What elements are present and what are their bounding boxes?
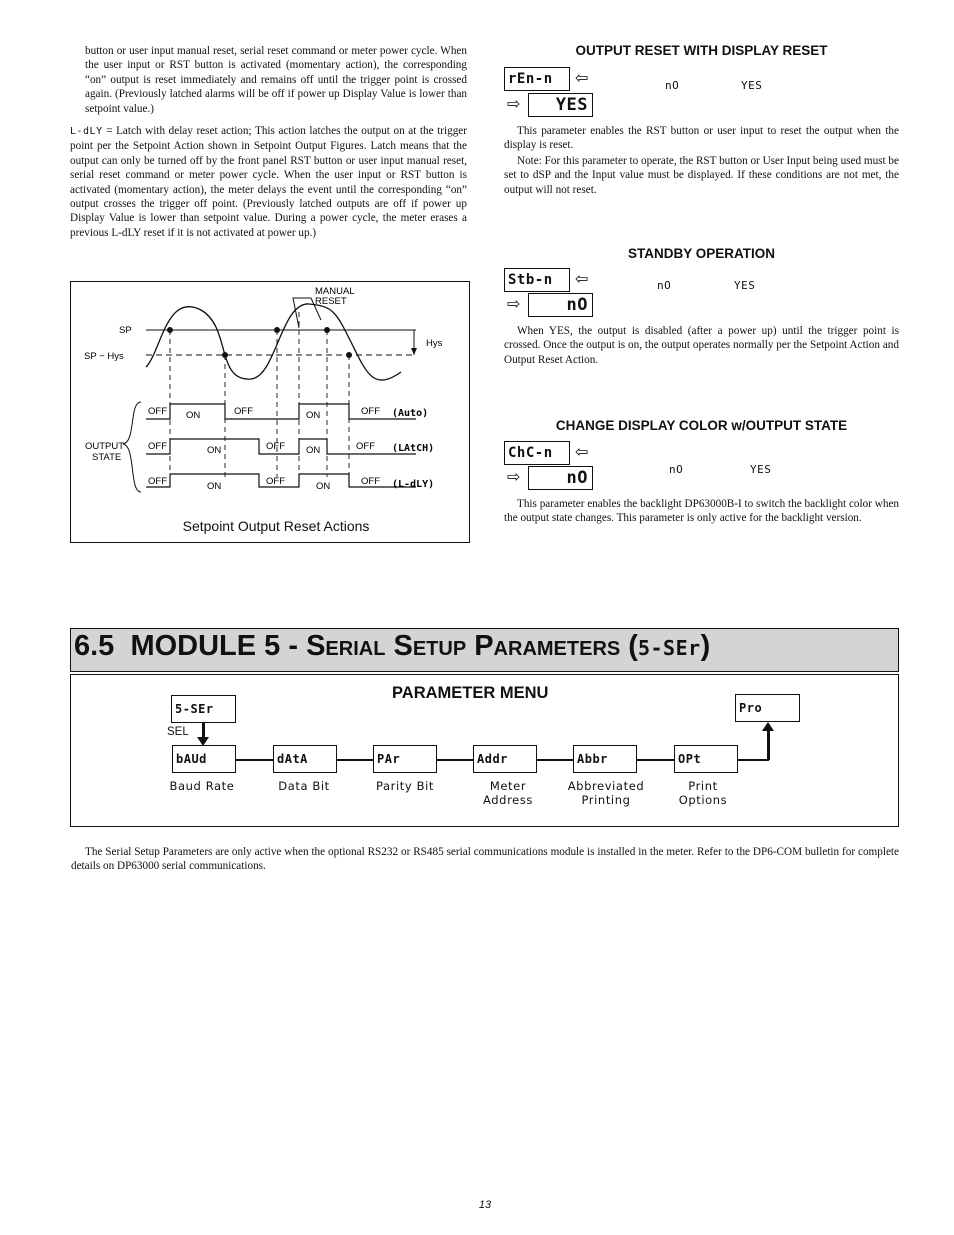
section-title-main: MODULE 5 -	[130, 630, 307, 662]
output-reset-text2: Note: For this parameter to operate, the RST button or User Input being used must be set to dSP and the Input value must be displayed. If these conditions are not met, the output will not reset.	[504, 155, 899, 196]
standby-code: Stb-n	[504, 268, 570, 292]
menu-start-box: 5-SEr	[171, 695, 236, 723]
standby-heading: STANDBY OPERATION	[627, 246, 775, 261]
menu-caption-baud: Baud Rate	[169, 779, 235, 793]
svg-text:OFF: OFF	[266, 476, 285, 487]
standby-rotate-icon: ⇦	[575, 271, 589, 288]
setpoint-diagram	[71, 282, 469, 542]
svg-text:STATE: STATE	[92, 452, 122, 463]
menu-item-address[interactable]: Addr	[473, 745, 537, 773]
svg-text:OFF: OFF	[361, 406, 380, 417]
left-para-1: button or user input manual reset, serial reset command or meter power cycle. When the user input or RST button is activated (momentary action), the corresponding “on” output is reset immediately and remains off until the trigger point is crossed again. (Previously latched alarms will be off if power up Display Value is lower than setpoint value.)	[85, 45, 467, 115]
connector	[235, 759, 273, 761]
menu-end-box: Pro	[735, 694, 800, 722]
parameter-menu-title: PARAMETER MENU	[392, 684, 549, 702]
section-title-serial: Serial Setup Parameters (	[306, 630, 638, 662]
row1-mode: (Auto)	[392, 408, 429, 419]
svg-text:OFF: OFF	[148, 406, 167, 417]
menu-item-parity[interactable]: PAr	[373, 745, 437, 773]
sp-label: SP	[119, 325, 132, 336]
svg-text:RESET: RESET	[315, 296, 347, 307]
section-header	[70, 628, 899, 672]
change-color-value: nO	[528, 466, 593, 490]
connector	[637, 759, 674, 761]
connector	[738, 759, 769, 761]
svg-text:OFF: OFF	[148, 476, 167, 487]
change-color-down-icon: ⇨	[507, 469, 521, 486]
svg-text:ON: ON	[306, 410, 321, 421]
standby-value: nO	[528, 293, 593, 317]
svg-text:ON: ON	[316, 481, 331, 492]
row3-mode: (L-dLY)	[392, 479, 435, 490]
return-arrow	[767, 730, 770, 760]
output-reset-code: rEn-n	[504, 67, 570, 91]
manual-reset-label: MANUAL	[315, 286, 355, 297]
change-color-opt-yes: YES	[750, 463, 772, 476]
menu-caption-data: Data Bit	[278, 779, 330, 793]
output-reset-opt-yes: YES	[741, 79, 763, 92]
standby-text: When YES, the output is disabled (after a power up) until the trigger point is crossed. Once the output is on, the output operates normally per the Setpoint Action and Output Reset Action.	[504, 325, 899, 366]
svg-text:OFF: OFF	[361, 476, 380, 487]
row2-mode: (LAtCH)	[392, 443, 435, 454]
standby-opt-no: nO	[657, 279, 672, 292]
menu-caption-abbr: Abbreviated Printing	[567, 779, 645, 807]
sp-hys-label: SP − Hys	[84, 351, 124, 362]
section-title	[74, 630, 710, 663]
menu-caption-parity: Parity Bit	[376, 779, 434, 793]
section-code: 5-SEr	[637, 636, 701, 660]
menu-caption-address: Meter Address	[483, 779, 533, 807]
output-reset-text1: This parameter enables the RST button or user input to reset the output when the display is reset.	[504, 125, 899, 152]
output-state-label: OUTPUT	[85, 441, 125, 452]
setpoint-figure	[70, 281, 470, 543]
rotate-icon: ⇦	[575, 70, 589, 87]
svg-text:ON: ON	[207, 445, 222, 456]
change-color-heading: CHANGE DISPLAY COLOR w/OUTPUT STATE	[555, 418, 848, 433]
change-color-code: ChC-n	[504, 441, 570, 465]
svg-text:ON: ON	[207, 481, 222, 492]
sel-label: SEL	[167, 726, 189, 738]
output-reset-opt-no: nO	[665, 79, 680, 92]
return-arrowhead-icon	[762, 722, 774, 731]
menu-item-baud[interactable]: bAUd	[172, 745, 236, 773]
standby-opt-yes: YES	[734, 279, 756, 292]
change-color-opt-no: nO	[669, 463, 684, 476]
connector	[337, 759, 373, 761]
left-para-2	[70, 124, 467, 240]
change-color-text: This parameter enables the backlight DP63000B-I to switch the backlight color when the output state changes. This parameter is only active for the backlight version.	[504, 498, 899, 525]
menu-item-opt[interactable]: OPt	[674, 745, 738, 773]
svg-text:ON: ON	[306, 445, 321, 456]
menu-item-data[interactable]: dAtA	[273, 745, 337, 773]
connector	[437, 759, 473, 761]
svg-text:OFF: OFF	[234, 406, 253, 417]
output-reset-heading: OUTPUT RESET WITH DISPLAY RESET	[575, 43, 828, 58]
page-number: 13	[478, 1199, 492, 1211]
standby-down-icon: ⇨	[507, 296, 521, 313]
svg-text:OFF: OFF	[266, 441, 285, 452]
left-para-2-text: = Latch with delay reset action; This action latches the output on at the trigger point per the Setpoint Action shown in Setpoint Output Figures. Latch means that the output can only be turned off by the front panel RST button or user input manual reset, serial reset command or meter power cycle. When the user input or RST button is activated (momentary action), the meter delays the event until the corresponding “on” output crosses the trigger off point. (Previously latched outputs are off if power up Display Value is lower than setpoint value. During a power cycle, the meter erases a previous L-dLY reset if it is not activated at power up.)	[70, 125, 468, 239]
svg-text:OFF: OFF	[148, 441, 167, 452]
section-close: )	[700, 630, 711, 662]
svg-text:OFF: OFF	[356, 441, 375, 452]
change-color-rotate-icon: ⇦	[575, 444, 589, 461]
section-number: 6.5	[74, 630, 115, 662]
menu-item-abbr[interactable]: Abbr	[573, 745, 637, 773]
hys-label: Hys	[426, 338, 443, 349]
down-arrow-icon: ⇨	[507, 96, 521, 113]
svg-text:ON: ON	[186, 410, 201, 421]
menu-caption-opt: Print Options	[678, 779, 728, 807]
figure-caption: Setpoint Output Reset Actions	[182, 518, 370, 534]
l-dly-code: L-dLY	[70, 126, 103, 137]
connector	[537, 759, 573, 761]
output-reset-value: YES	[528, 93, 593, 117]
serial-setup-text: The Serial Setup Parameters are only active when the optional RS232 or RS485 serial communications module is installed in the meter. Refer to the DP6-COM bulletin for complete details on DP63000 serial communications.	[71, 846, 899, 873]
